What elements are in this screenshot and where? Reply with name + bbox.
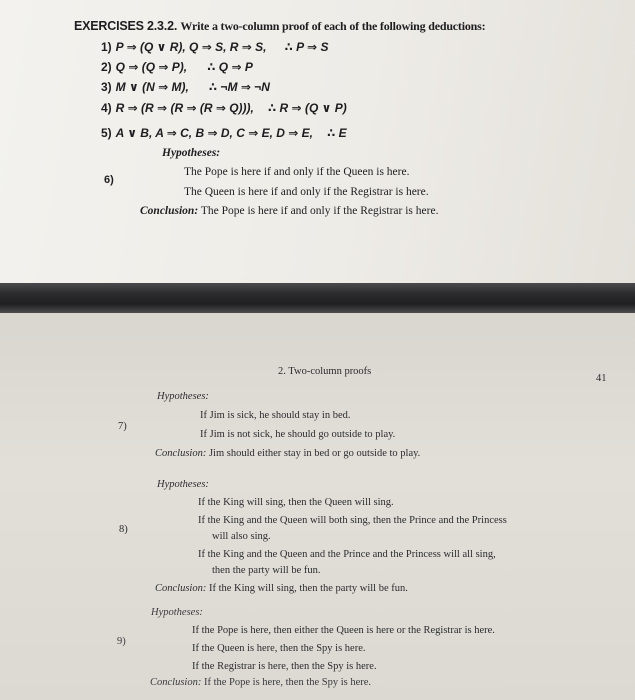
exercise-8-hypothesis-2: If the King and the Queen will both sing, then the Prince and the Princess xyxy=(198,515,507,526)
exercises-heading-text: Write a two-column proof of each of the following deductions: xyxy=(180,19,486,33)
page-separator-band xyxy=(0,283,635,313)
exercise-8-conclusion xyxy=(155,583,408,594)
exercise-conclusion: ∴ Q ⇒ P xyxy=(207,60,253,74)
exercise-4 xyxy=(101,99,347,117)
exercise-9-conclusion xyxy=(150,677,371,688)
exercise-8-hypothesis-3: If the King and the Queen and the Prince and the Princess will all sing, xyxy=(198,549,496,560)
exercise-3 xyxy=(101,78,270,96)
conclusion-text: If the King will sing, then the party will be fun. xyxy=(208,583,408,594)
exercise-2 xyxy=(101,58,253,76)
exercise-expression: R ⇒ (R ⇒ (R ⇒ (R ⇒ Q))), xyxy=(115,101,254,115)
exercise-9-number: 9) xyxy=(117,636,126,647)
exercise-7-hypothesis-2: If Jim is not sick, he should go outside to play. xyxy=(200,429,396,440)
exercise-number: 2) xyxy=(101,60,112,74)
exercise-6-hypothesis-1: The Pope is here if and only if the Queen is here. xyxy=(184,166,410,178)
exercise-5 xyxy=(101,124,347,142)
exercise-9-hypothesis-1: If the Pope is here, then either the Queen is here or the Registrar is here. xyxy=(192,625,495,636)
exercise-conclusion: ∴ P ⇒ S xyxy=(284,40,329,54)
conclusion-label: Conclusion: xyxy=(150,677,202,688)
exercise-7-conclusion xyxy=(155,448,420,459)
page-number: 41 xyxy=(596,373,607,384)
exercise-expression: M ∨ (N ⇒ M), xyxy=(115,80,189,94)
exercise-expression: Q ⇒ (Q ⇒ P), xyxy=(115,60,188,74)
exercise-conclusion: ∴ ¬M ⇒ ¬N xyxy=(208,80,270,94)
exercise-number: 3) xyxy=(101,80,112,94)
exercise-9-hypotheses-label: Hypotheses: xyxy=(151,607,203,618)
exercise-8-hypotheses-label: Hypotheses: xyxy=(157,479,209,490)
exercise-9-hypothesis-3: If the Registrar is here, then the Spy is here. xyxy=(192,661,377,672)
exercise-8-hypothesis-3-cont: then the party will be fun. xyxy=(212,565,321,576)
exercise-9-hypothesis-2: If the Queen is here, then the Spy is here. xyxy=(192,643,366,654)
exercise-expression: A ∨ B, A ⇒ C, B ⇒ D, C ⇒ E, D ⇒ E, xyxy=(115,126,313,140)
exercise-number: 5) xyxy=(101,126,112,140)
exercise-conclusion: ∴ R ⇒ (Q ∨ P) xyxy=(267,101,347,115)
exercise-6-conclusion xyxy=(140,205,438,217)
conclusion-label: Conclusion: xyxy=(155,583,207,594)
exercise-number: 4) xyxy=(101,101,112,115)
exercise-conclusion: ∴ E xyxy=(326,126,347,140)
exercise-1 xyxy=(101,38,328,56)
exercise-expression: P ⇒ (Q ∨ R), Q ⇒ S, R ⇒ S, xyxy=(115,40,267,54)
exercise-7-hypotheses-label: Hypotheses: xyxy=(157,391,209,402)
conclusion-text: If the Pope is here, then the Spy is here. xyxy=(203,677,372,688)
exercise-7-number: 7) xyxy=(118,421,127,432)
exercise-8-hypothesis-2-cont: will also sing. xyxy=(212,531,271,542)
exercise-6-hypotheses-label: Hypotheses: xyxy=(162,147,221,159)
running-head: 2. Two-column proofs xyxy=(278,366,372,377)
exercise-6-number: 6) xyxy=(104,174,114,186)
conclusion-label: Conclusion: xyxy=(155,448,207,459)
exercise-6-hypothesis-2: The Queen is here if and only if the Registrar is here. xyxy=(184,186,429,198)
exercise-8-hypothesis-1: If the King will sing, then the Queen will sing. xyxy=(198,497,394,508)
exercise-7-hypothesis-1: If Jim is sick, he should stay in bed. xyxy=(200,410,351,421)
exercises-heading xyxy=(74,19,485,34)
conclusion-label: Conclusion: xyxy=(140,205,199,217)
exercises-heading-label: EXERCISES 2.3.2. xyxy=(74,19,178,33)
exercise-8-number: 8) xyxy=(119,524,128,535)
exercise-number: 1) xyxy=(101,40,112,54)
conclusion-text: Jim should either stay in bed or go outside to play. xyxy=(208,448,421,459)
conclusion-text: The Pope is here if and only if the Registrar is here. xyxy=(200,205,439,217)
